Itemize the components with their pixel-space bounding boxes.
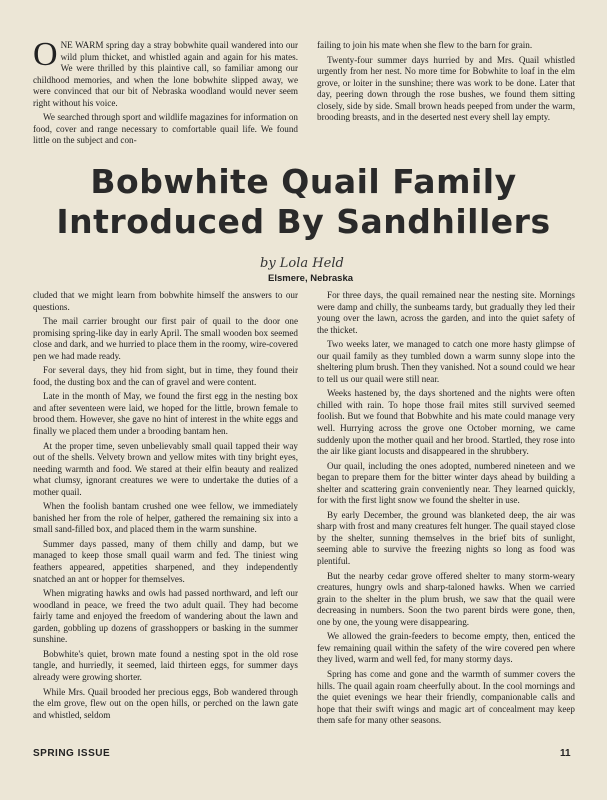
intro-paragraph-2: We searched through sport and wildlife magazines for information on food, cover and range necessary to comfortable quail life. We found little on the subject and con- bbox=[33, 112, 298, 146]
right-paragraph: We allowed the grain-feeders to become empty, then, enticed the few remaining quail within the safety of the wire covered pen where they lived, warm and well fed, for many stormy days. bbox=[317, 631, 575, 665]
left-paragraph: Summer days passed, many of them chilly and damp, but we managed to keep those small quail warm and fed. The tiniest wing feathers appeared, appetities sharpened, and they independently snatched an ant or hopper for themselves. bbox=[33, 538, 298, 584]
top-right-paragraph-1: failing to join his mate when she flew to the barn for grain. bbox=[317, 40, 533, 50]
left-paragraph: While Mrs. Quail brooded her precious eggs, Bob wandered through the elm grove, flew out on the open hills, or perched on the lawn gate and whistled, seldom bbox=[33, 686, 298, 720]
left-paragraph: When migrating hawks and owls had passed northward, and left our woodland in peace, we freed the two adult quail. They had become fairly tame and enjoyed the freedom of wandering about the lawn and garden, gobbling up dozens of grasshoppers or basking in the summer sunshine. bbox=[33, 588, 298, 645]
right-paragraph: Spring has come and gone and the warmth of summer covers the hills. The quail again roam cheerfully about. In the cool mornings and the quiet evenings we hear their friendly, companionable calls and hope that their swift wings and magic art of concealment may keep them safe for many other seasons. bbox=[317, 668, 575, 726]
drop-cap: O bbox=[33, 36, 58, 73]
intro-paragraph-1 bbox=[33, 36, 299, 109]
right-paragraph: Weeks hastened by, the days shortened and the nights were often chilled with rain. To hope those frail mites still survived seemed foolish. But we found that Bobwhite and his mate could manage very well. Hurrying across the grove one October morning, we came suddenly upon the mother quail and her brood. Startled, they rose into the air like giant locusts and disappeared in the shrubbery. bbox=[317, 388, 575, 457]
left-paragraph: When the foolish bantam crushed one wee fellow, we immediately banished her from the role of helper, gathered the remaining six into a small sand-filled box, and placed them in the warm sunshine. bbox=[33, 501, 298, 535]
issue-label: SPRING ISSUE bbox=[33, 748, 111, 759]
intro-column-right bbox=[317, 40, 575, 127]
right-paragraph: By early December, the ground was blanketed deep, the air was sharp with frost and many creatures felt hunger. The quail stayed close by the shelter, sunning themselves in the brief bits of sunlight, seeming able to survive the freezing nights so long as food was plentiful. bbox=[317, 509, 575, 567]
top-right-paragraph-2: Twenty-four summer days hurried by and Mrs. Quail whistled urgently from her nest. No more time for Bobwhite to loaf in the elm grove, or loiter in the sunshine; there was work to be done. Later that day, peering down through the rose bushes, we found them sitting closely, side by side. Small brown heads peeped from under the warm, brooding breasts, and in the deserted nest every shell lay empty. bbox=[317, 54, 575, 123]
author-location: Elsmere, Nebraska bbox=[268, 273, 354, 284]
intro-column-left bbox=[33, 36, 299, 150]
title-line-2: Introduced By Sandhillers bbox=[56, 202, 551, 241]
left-paragraph: Late in the month of May, we found the first egg in the nesting box and after seventeen were laid, we hoped for the little, brown female to brood them. However, she gave no hint of interest in the white eggs and finally we placed them under a brooding bantam hen. bbox=[33, 391, 298, 437]
page-number: 11 bbox=[560, 748, 571, 759]
right-paragraph: But the nearby cedar grove offered shelter to many storm-weary creatures, hungry owls and sharp-taloned hawks. When we carried grain to the shelter in the plum brush, we saw that the quail were decreasing in numbers. Soon the two parent birds were gone, then, one by one, the young were disappearing. bbox=[317, 570, 575, 627]
article-title bbox=[0, 162, 607, 242]
left-paragraph: At the proper time, seven unbelievably small quail tapped their way out of the shells. Velvety brown and yellow mites with tiny bright eyes, needing warmth and food. We stared at their elfin beauty and realized what clumsy, ignorant creatures we were to undertake the duties of a mother quail. bbox=[33, 440, 298, 497]
left-paragraph: cluded that we might learn from bobwhite himself the answers to our questions. bbox=[33, 290, 298, 312]
intro-lead: NE WARM bbox=[60, 40, 104, 50]
right-paragraph: For three days, the quail remained near the nesting site. Mornings were damp and chilly, the sunbeams tardy, but gradually they led their young over the lawn, across the garden, and into the quiet safety of the thicket. bbox=[317, 290, 575, 335]
author-byline: by Lola Held bbox=[260, 256, 344, 271]
left-paragraph: For several days, they hid from sight, but in time, they found their food, the dusting box and the can of gravel and were content. bbox=[33, 365, 298, 387]
left-paragraph: Bobwhite's quiet, brown mate found a nesting spot in the old rose tangle, and hurriedly, it seemed, laid thirteen eggs, for summer days already were growing shorter. bbox=[33, 648, 298, 682]
body-column-right bbox=[317, 290, 575, 730]
left-paragraph: The mail carrier brought our first pair of quail to the door one promising spring-like day in early April. The small wooden box seemed close and dark, and we hurried to place them in the roomy, wire-covered pen we had made ready. bbox=[33, 316, 298, 361]
right-paragraph: Two weeks later, we managed to catch one more hasty glimpse of our quail family as they tumbled down a warm sunny slope into the sheltering plum brush. Then they vanished. Not a sound could we hear to tell us our quail were still near. bbox=[317, 339, 575, 384]
body-column-left bbox=[33, 290, 298, 724]
title-line-1: Bobwhite Quail Family bbox=[90, 162, 517, 201]
intro-paragraph-1-text: spring day a stray bobwhite quail wandered into our wild plum thicket, and whistled again and again for his mates. We were thrilled by this plaintive call, so familiar among our childhood memories, and when the lone bobwhite slipped away, we were convinced that our bit of Nebraska woodland would never seem right without his voice. bbox=[33, 40, 299, 108]
right-paragraph: Our quail, including the ones adopted, numbered nineteen and we began to prepare them for the bitter winter days ahead by building a shelter and scattering grain conveniently near. They learned quickly, for with the first light snow we found the shelter in use. bbox=[317, 460, 575, 506]
